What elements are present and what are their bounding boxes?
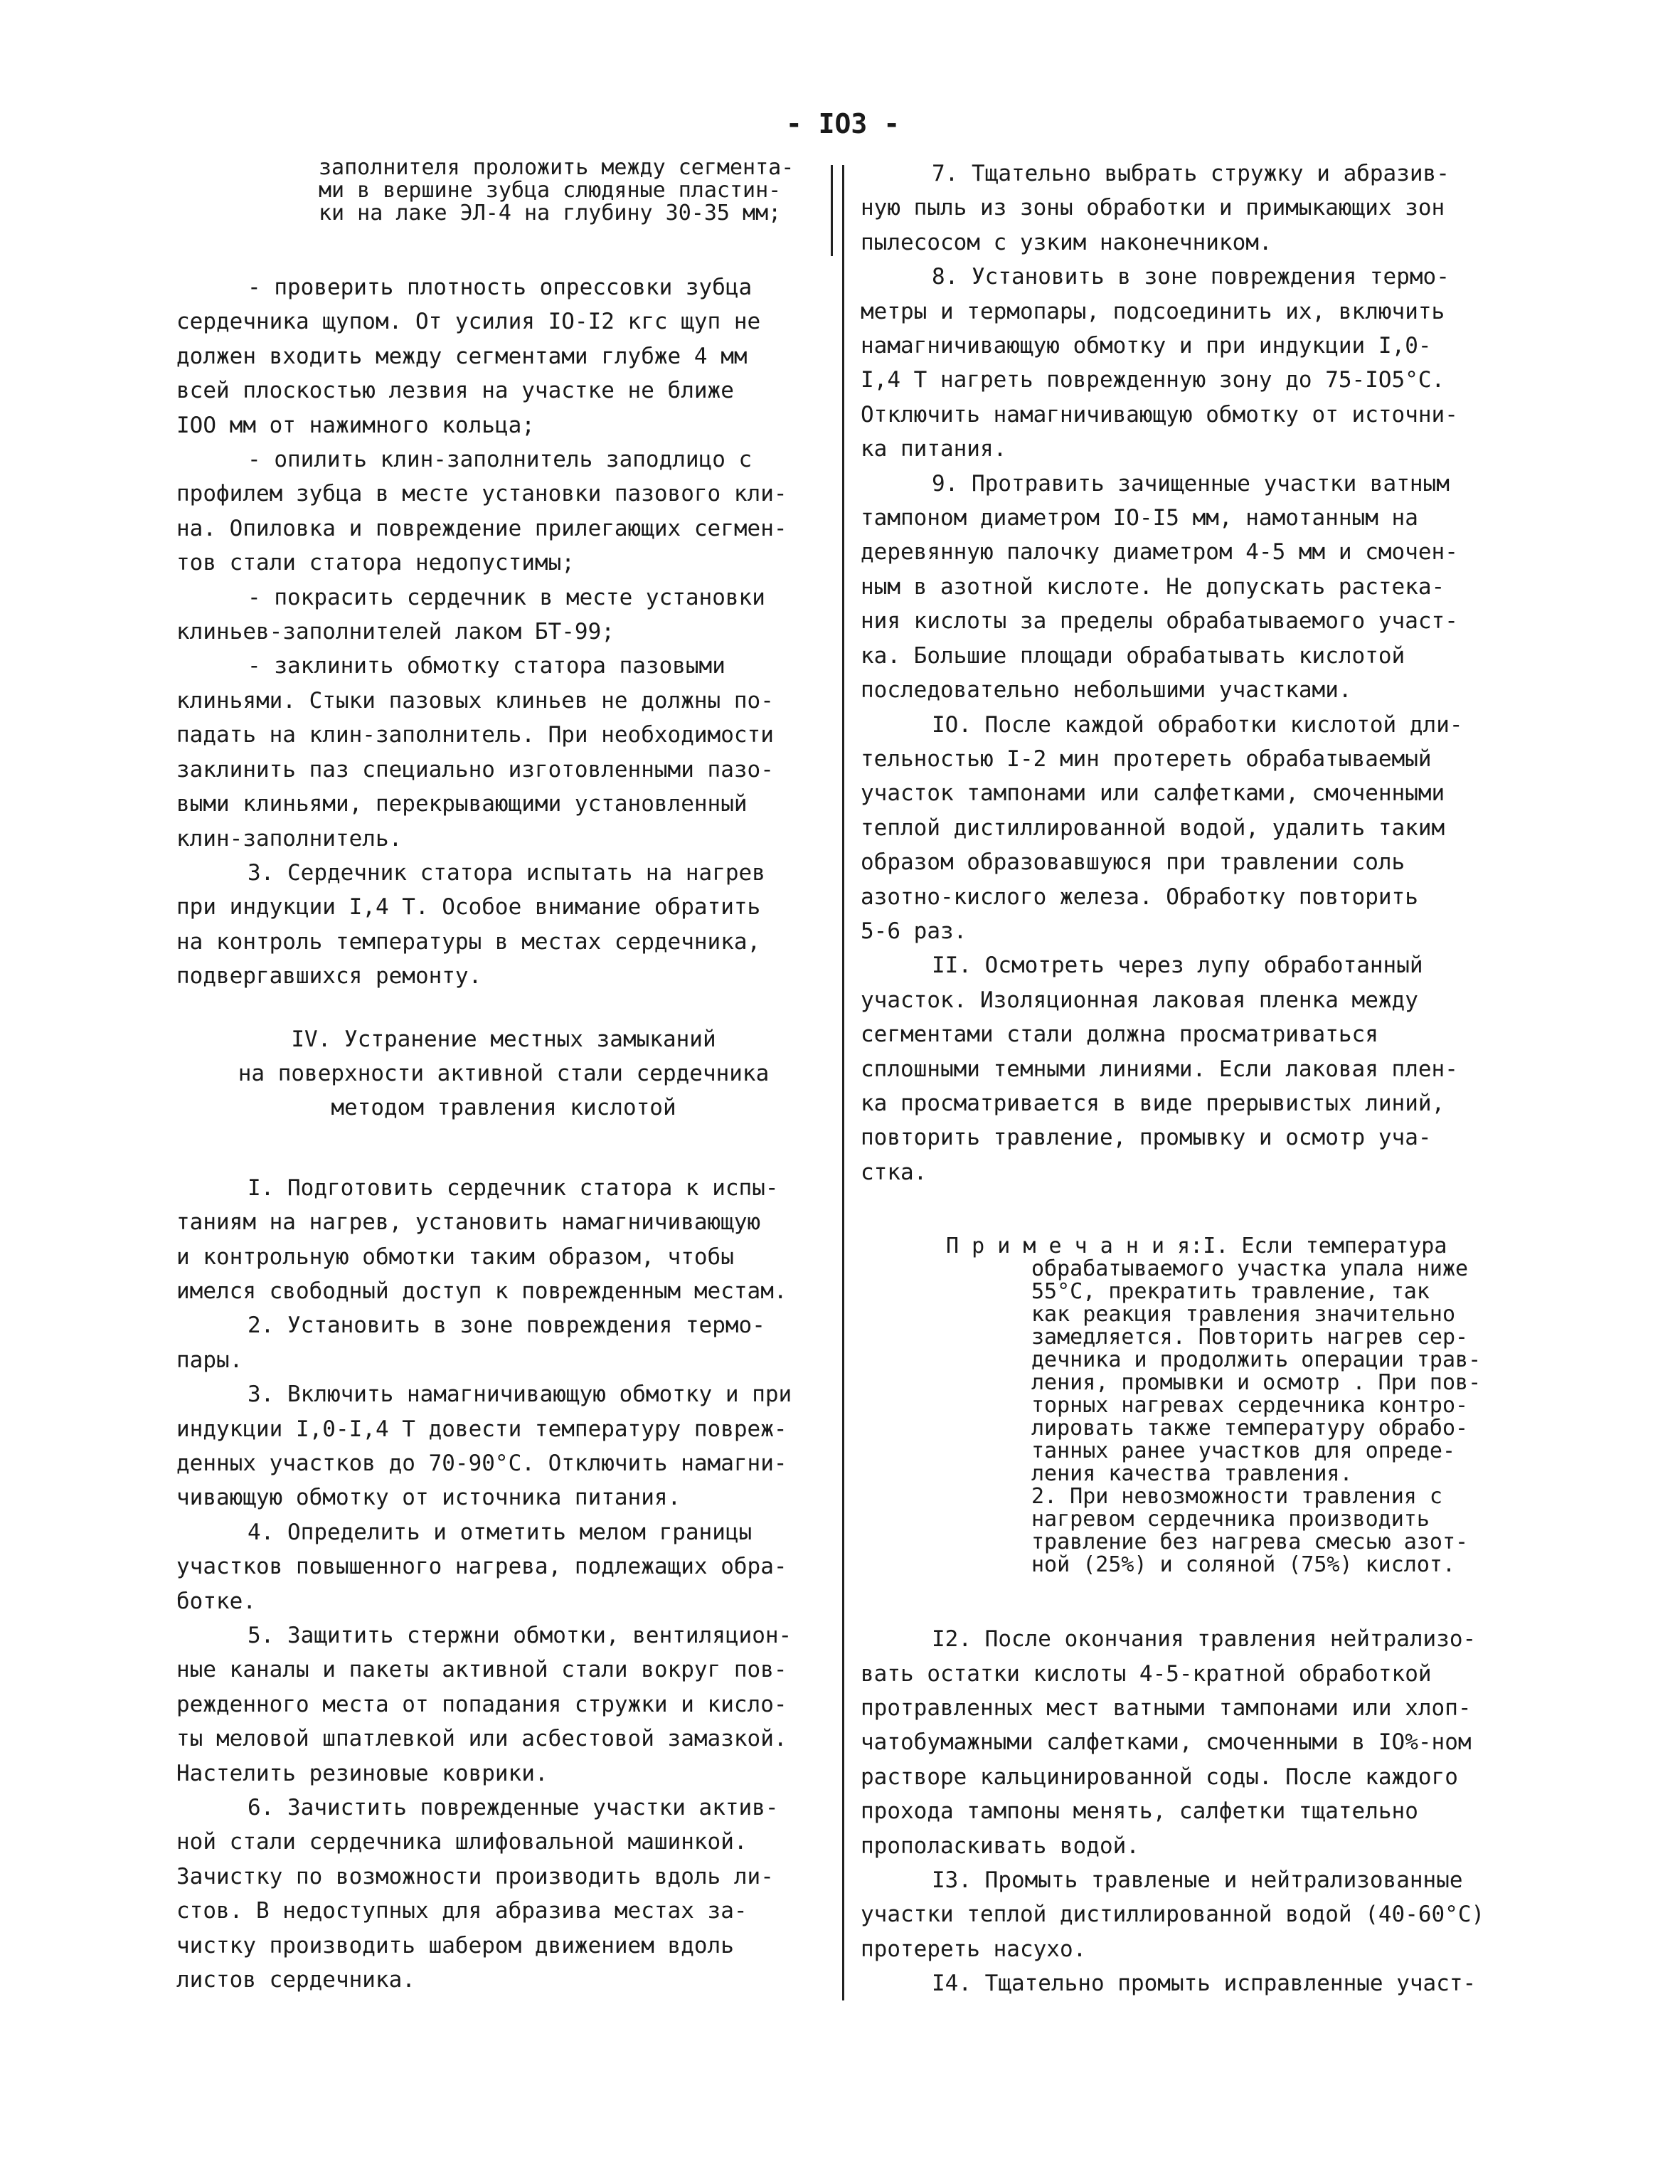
text-line: сплошными темными линиями. Если лаковая плен-: [861, 1056, 1458, 1082]
left-column: [176, 157, 831, 1998]
text-line: I,4 Т нагреть поврежденную зону до 75-IO5°С.: [861, 367, 1445, 393]
step: [861, 948, 1543, 1189]
text-line: тов стали статора недопустимы;: [176, 550, 575, 576]
text-line: ты меловой шпатлевкой или асбестовой замазкой.: [176, 1726, 787, 1752]
text-line: 5. Защитить стержни обмотки, вентиляцион-: [248, 1623, 792, 1649]
text-line: II. Осмотреть через лупу обработанный: [932, 953, 1423, 979]
text-line: Настелить резиновые коврики.: [176, 1760, 548, 1786]
text-line: 8. Установить в зоне повреждения термо-: [932, 264, 1450, 290]
text-line: всей плоскостью лезвия на участке не ближе: [176, 378, 734, 404]
text-line: участок. Изоляционная лаковая пленка между: [861, 987, 1418, 1013]
text-line: I2. После окончания травления нейтрализо-: [932, 1626, 1477, 1653]
text-line: денных участков до 70-90°С. Отключить намагни-: [176, 1451, 787, 1476]
text-line: протравленных мест ватными тампонами или хлоп-: [861, 1695, 1472, 1721]
text-line: ные каналы и пакеты активной стали вокруг пов-: [176, 1657, 787, 1683]
text-line: - покрасить сердечник в месте установки: [248, 584, 765, 610]
step: [176, 1171, 831, 1309]
text-line: IOO мм от нажимного кольца;: [176, 412, 535, 438]
text-line: индукции I,0-I,4 Т довести температуру повреж-: [176, 1416, 787, 1442]
text-line: чивающую обмотку от источника питания.: [176, 1485, 681, 1511]
text-line: тельностью I-2 мин протереть обрабатываемый: [861, 746, 1432, 772]
heading-line: методом травления кислотой: [331, 1095, 676, 1121]
text-line: подвергавшихся ремонту.: [176, 963, 482, 990]
step: [176, 1791, 831, 1997]
text-line: стка.: [861, 1159, 927, 1185]
text-line: 2. Установить в зоне повреждения термо-: [248, 1313, 765, 1339]
text-line: дечника и продолжить операции трав-: [1031, 1347, 1482, 1373]
text-line: ботке.: [176, 1588, 256, 1614]
step: [861, 260, 1543, 466]
step: [861, 1966, 1543, 2000]
text-line: обрабатываемого участка упала ниже: [1031, 1256, 1469, 1282]
text-line: должен входить между сегментами глубже 4 мм: [176, 343, 748, 369]
text-line: повторить травление, промывку и осмотр уча-: [861, 1125, 1432, 1151]
text-line: 5-6 раз.: [861, 918, 967, 944]
text-line: Отключить намагничивающую обмотку от источни-: [861, 401, 1458, 428]
text-line: на контроль температуры в местах сердечника,: [176, 928, 761, 955]
text-line: деревянную палочку диаметром 4-5 мм и смочен-: [861, 539, 1458, 566]
text-line: 3. Сердечник статора испытать на нагрев: [248, 859, 765, 886]
page-number: - IO3 -: [785, 108, 900, 139]
text-line: листов сердечника.: [176, 1967, 415, 1993]
heading-line: IV. Устранение местных замыканий: [291, 1026, 716, 1052]
text-line: и контрольную обмотки таким образом, чтобы: [176, 1244, 734, 1270]
text-line: растворе кальцинированной соды. После каждого: [861, 1764, 1458, 1790]
text-line: ным в азотной кислоте. Не допускать растека-: [861, 573, 1445, 600]
paragraph: [176, 442, 831, 581]
text-line: ной (25%) и соляной (75%) кислот.: [1031, 1552, 1456, 1578]
text-line: участки теплой дистиллированной водой (40-60°С): [861, 1902, 1485, 1928]
text-line: - опилить клин-заполнитель заподлицо с: [248, 447, 753, 473]
text-line: протереть насухо.: [861, 1936, 1087, 1962]
text-line: лировать также температуру обрабо-: [1031, 1416, 1469, 1441]
text-line: торных нагревах сердечника контро-: [1031, 1393, 1469, 1419]
text-line: 2. При невозможности травления с: [1031, 1484, 1442, 1510]
right-column: [861, 157, 1543, 2001]
text-line: тампоном диаметром IO-I5 мм, намотанным на: [861, 505, 1418, 531]
step: [861, 1622, 1543, 1863]
text-line: профилем зубца в месте установки пазового кли-: [176, 481, 787, 507]
note-block: [861, 1235, 1543, 1576]
paragraph: [176, 270, 831, 442]
text-line: ления, промывки и осмотр . При пов-: [1031, 1370, 1482, 1396]
text-line: теплой дистиллированной водой, удалить таким: [861, 815, 1445, 841]
text-line: прохода тампоны менять, салфетки тщательно: [861, 1798, 1418, 1825]
text-line: заклинить паз специально изготовленными пазо-: [176, 756, 774, 783]
text-line: ка. Большие площади обрабатывать кислотой: [861, 642, 1405, 669]
text-line: 3. Включить намагничивающую обмотку и при: [248, 1382, 792, 1408]
text-line: ми в вершине зубца слюдяные пластин-: [319, 178, 782, 203]
text-line: ки на лаке ЭЛ-4 на глубину 30-35 мм;: [319, 201, 782, 226]
text-line: - проверить плотность опрессовки зубца: [248, 275, 753, 300]
text-line: 6. Зачистить поврежденные участки актив-: [248, 1795, 779, 1821]
paragraph: [176, 649, 831, 855]
text-line: участок тампонами или салфетками, смоченными: [861, 780, 1445, 807]
text-line: клиньев-заполнителей лаком БТ-99;: [176, 619, 615, 645]
text-line: последовательно небольшими участками.: [861, 677, 1352, 704]
text-line: чистку производить шабером движением вдоль: [176, 1932, 734, 1958]
text-line: клиньями. Стыки пазовых клиньев не должны по-: [176, 687, 774, 714]
text-line: I. Если температура: [1203, 1234, 1447, 1259]
text-line: ной стали сердечника шлифовальной машинкой.: [176, 1829, 748, 1855]
text-line: I3. Промыть травленые и нейтрализованные: [932, 1867, 1463, 1894]
text-line: I. Подготовить сердечник статора к испы-: [248, 1175, 779, 1201]
text-line: 7. Тщательно выбрать стружку и абразив-: [932, 161, 1450, 186]
text-line: пылесосом с узким наконечником.: [861, 229, 1272, 255]
step: [861, 467, 1543, 708]
paragraph: [176, 581, 831, 650]
text-line: - заклинить обмотку статора пазовыми: [248, 653, 725, 679]
text-line: сегментами стали должна просматриваться: [861, 1022, 1378, 1048]
text-line: ка питания.: [861, 436, 1007, 462]
step: [176, 1308, 831, 1377]
heading-line: на поверхности активной стали сердечника: [238, 1060, 770, 1086]
column-divider-mark: [831, 165, 833, 256]
text-line: на. Опиловка и повреждение прилегающих сегмен-: [176, 515, 787, 541]
text-line: намагничивающую обмотку и при индукции I,0-: [861, 333, 1432, 359]
text-line: клин-заполнитель.: [176, 825, 403, 852]
text-line: таниям на нагрев, установить намагничивающую: [176, 1209, 761, 1236]
text-line: прополаскивать водой.: [861, 1833, 1139, 1859]
text-line: падать на клин-заполнитель. При необходимости: [176, 722, 774, 748]
section-heading: [176, 1022, 831, 1125]
text-line: вать остатки кислоты 4-5-кратной обработкой: [861, 1660, 1432, 1687]
text-line: ную пыль из зоны обработки и примыкающих зон: [861, 195, 1445, 221]
text-line: метры и термопары, подсоединить их, включить: [861, 298, 1445, 324]
text-line: ния кислоты за пределы обрабатываемого участ-: [861, 608, 1458, 635]
note-label: П р и м е ч а н и я:: [946, 1234, 1203, 1259]
text-line: стов. В недоступных для абразива местах за-: [176, 1898, 748, 1924]
step: [176, 1618, 831, 1791]
text-line: 55°С, прекратить травление, так: [1031, 1279, 1430, 1305]
paragraph: [176, 856, 831, 994]
text-line: образом образовавшуюся при травлении соль: [861, 849, 1405, 876]
text-line: сердечника щупом. От усилия IO-I2 кгс щуп не: [176, 309, 761, 335]
text-line: ка просматривается в виде прерывистых линий,: [861, 1090, 1445, 1116]
text-line: пары.: [176, 1347, 243, 1373]
step: [861, 1863, 1543, 1966]
text-line: при индукции I,4 Т. Особое внимание обратить: [176, 894, 761, 921]
text-line: азотно-кислого железа. Обработку повторить: [861, 884, 1418, 910]
step: [861, 157, 1543, 260]
text-line: IO. После каждой обработки кислотой дли-: [932, 711, 1463, 738]
step: [176, 1377, 831, 1515]
text-line: I4. Тщательно промыть исправленные участ-: [932, 1971, 1477, 1997]
text-line: травление без нагрева смесью азот-: [1031, 1530, 1469, 1555]
step: [861, 708, 1543, 949]
text-line: заполнителя проложить между сегмента-: [319, 155, 794, 180]
text-line: режденного места от попадания стружки и кисло-: [176, 1691, 787, 1717]
text-line: 9. Протравить зачищенные участки ватным: [932, 470, 1450, 497]
text-line: 4. Определить и отметить мелом границы: [248, 1519, 753, 1545]
text-line: замедляется. Повторить нагрев сер-: [1031, 1325, 1469, 1350]
step: [176, 1515, 831, 1618]
text-line: ления качества травления.: [1031, 1461, 1353, 1487]
text-line: выми клиньями, перекрывающими установленный: [176, 791, 748, 817]
text-line: имелся свободный доступ к поврежденным местам.: [176, 1278, 787, 1304]
text-line: как реакция травления значительно: [1031, 1302, 1456, 1327]
text-line: участков повышенного нагрева, подлежащих обра-: [176, 1554, 787, 1580]
continuation-block: [176, 157, 831, 225]
text-line: чатобумажными салфетками, смоченными в IO%-ном: [861, 1729, 1472, 1756]
note-first-line: [946, 1235, 1543, 1258]
text-line: танных ранее участков для опреде-: [1031, 1438, 1456, 1464]
column-divider: [842, 165, 844, 2000]
text-line: нагревом сердечника производить: [1031, 1507, 1430, 1532]
text-line: Зачистку по возможности производить вдоль ли-: [176, 1863, 774, 1889]
